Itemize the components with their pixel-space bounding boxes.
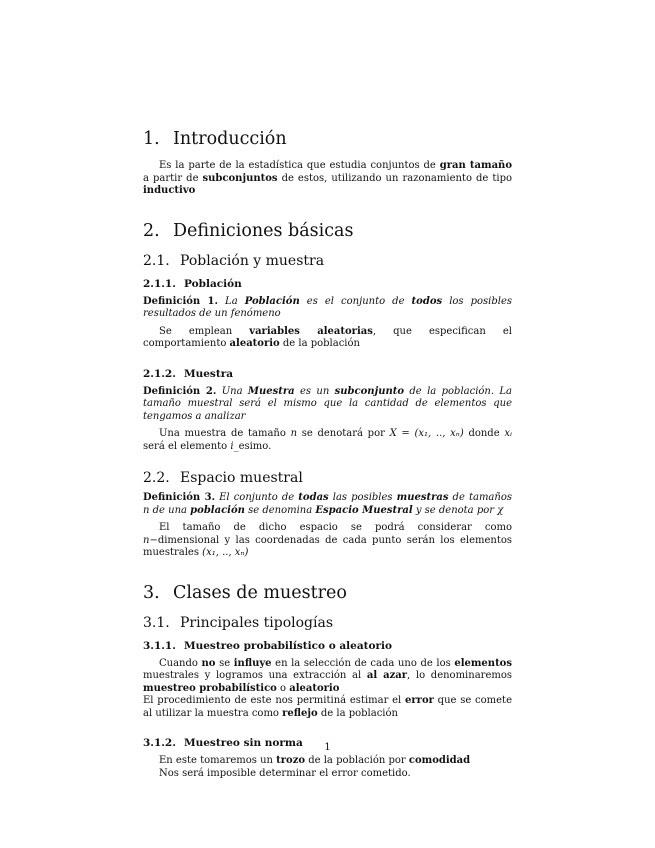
- text-bold: inductivo: [143, 185, 196, 196]
- section-title: Definiciones básicas: [173, 220, 354, 241]
- text: de estos, utilizando un razonamiento de tipo: [277, 172, 512, 184]
- text: Cuando: [159, 657, 202, 669]
- text: de la población por: [305, 755, 409, 766]
- definition-2: [143, 386, 512, 424]
- math-inline: n: [143, 534, 150, 546]
- text-bold: muestreo probabilístico: [143, 682, 277, 694]
- subsubsection-2-1-1-heading: [143, 277, 512, 291]
- text: El conjunto de: [215, 492, 299, 503]
- subsubsection-title: Muestreo probabilístico o aleatorio: [184, 639, 393, 652]
- random-variables-paragraph: [143, 326, 512, 351]
- text-bold: aleatorio: [289, 682, 340, 694]
- text: es un: [294, 385, 335, 397]
- text-bold: población: [190, 504, 245, 516]
- definition-label: Definición 1.: [143, 295, 218, 307]
- text: de la población. La tamaño muestral será el mismo que la cantidad de elementos que tengamos a analizar: [143, 385, 513, 422]
- text: que se comete al utilizar la muestra como: [143, 695, 512, 719]
- text: Una: [216, 385, 248, 397]
- text: donde: [463, 428, 505, 439]
- math-inline: X = (x₁, .., xₙ): [389, 428, 464, 439]
- subsection-2-1-heading: [143, 252, 512, 270]
- text: Una muestra de tamaño: [159, 428, 291, 439]
- definition-label: Definición 2.: [143, 385, 217, 397]
- section-title: Clases de muestreo: [173, 582, 347, 603]
- subsection-number: 2.1.: [143, 252, 170, 269]
- text: será el elemento: [143, 440, 231, 452]
- text-bold: subconjuntos: [202, 172, 278, 184]
- subsection-2-2-heading: [143, 469, 512, 487]
- subsection-title: Población y muestra: [180, 252, 325, 269]
- subsection-number: 3.1.: [143, 614, 170, 631]
- probabilistic-sampling-paragraph: [143, 658, 512, 696]
- content: [143, 128, 512, 780]
- math-inline: χ: [497, 504, 504, 516]
- subsubsection-title: Muestreo sin norma: [184, 737, 303, 749]
- text-bold: error: [405, 695, 434, 706]
- section-number: 3.: [143, 582, 160, 603]
- subsubsection-title: Muestra: [184, 367, 234, 380]
- definition-label: Definición 3.: [143, 492, 216, 503]
- text: , lo denominaremos: [407, 670, 512, 681]
- text-bold: elementos: [454, 657, 512, 669]
- sample-paragraph: [143, 428, 512, 453]
- text: las posibles: [328, 492, 397, 503]
- subsubsection-2-1-2-heading: [143, 367, 512, 381]
- text: o: [276, 682, 290, 694]
- subsection-3-1-heading: [143, 614, 512, 632]
- text-bold: influye: [233, 657, 272, 669]
- math-inline: i: [230, 440, 234, 452]
- text: Es la parte de la estadística que estudia conjuntos de: [159, 160, 440, 171]
- text: los posibles resultados de un fenómeno: [143, 295, 512, 319]
- text: , que especifican el comportamiento: [143, 325, 513, 349]
- subsubsection-3-1-1-heading: [143, 639, 512, 653]
- text: a partir de: [143, 172, 203, 184]
- section-title: Introducción: [173, 129, 287, 149]
- text-bold: al azar: [366, 670, 408, 681]
- text: La: [218, 295, 245, 307]
- text-bold: comodidad: [408, 755, 471, 766]
- text-bold: todas: [298, 492, 329, 503]
- text-bold: Población: [244, 295, 300, 307]
- section-2-heading: [143, 220, 512, 242]
- text: de tamaños: [448, 492, 512, 503]
- text-bold: aleatorio: [229, 338, 280, 349]
- error-note-paragraph: Nos será imposible determinar el error cometido.: [159, 767, 411, 779]
- text: En este tomaremos un: [159, 755, 277, 766]
- text: Se emplean: [159, 325, 250, 337]
- procedure-paragraph: [143, 695, 512, 720]
- page-number: 1: [324, 742, 331, 753]
- text: de la población: [317, 707, 398, 719]
- math-inline: (x₁, .., xₙ): [202, 547, 249, 558]
- text-bold: gran tamaño: [439, 160, 512, 171]
- text: se: [215, 657, 234, 669]
- text: −dimensional y las coordenadas de cada punto serán los elementos muestrales: [143, 534, 512, 558]
- subsubsection-title: Población: [184, 277, 242, 290]
- text: en la selección de cada uno de los: [271, 657, 455, 669]
- non-norm-sampling-paragraph: [143, 755, 512, 768]
- text: es el conjunto de: [299, 295, 412, 307]
- subsection-number: 2.2.: [143, 470, 170, 486]
- subsubsection-number: 3.1.1.: [143, 639, 176, 652]
- section-number: 2.: [143, 220, 160, 241]
- text-bold: todos: [411, 295, 443, 307]
- subsubsection-number: 2.1.1.: [143, 277, 176, 290]
- sample-space-paragraph: [143, 522, 512, 560]
- text-bold: Espacio Muestral: [315, 504, 413, 516]
- text-bold: trozo: [276, 755, 306, 766]
- text-bold: reflejo: [282, 707, 318, 719]
- text: _esimo.: [233, 440, 272, 452]
- subsection-title: Espacio muestral: [180, 470, 303, 486]
- text: muestrales y logramos una extracción al: [143, 670, 367, 681]
- text-bold: Muestra: [247, 385, 295, 397]
- math-inline: n: [143, 504, 150, 516]
- text: de la población: [279, 338, 360, 349]
- definition-1: [143, 296, 512, 321]
- text-bold: subconjunto: [334, 385, 405, 397]
- section-1-heading: [143, 128, 512, 150]
- subsubsection-number: 3.1.2.: [143, 737, 176, 749]
- text: El tamaño de dicho espacio se podrá considerar como: [159, 522, 512, 533]
- text: se denomina: [244, 504, 316, 516]
- text-bold: no: [201, 657, 216, 669]
- subsubsection-number: 2.1.2.: [143, 367, 176, 380]
- text: El procedimiento de este nos permitiná estimar el: [143, 695, 406, 706]
- text: y se denota por: [412, 504, 498, 516]
- subsection-title: Principales tipologías: [180, 614, 334, 631]
- math-inline: n: [290, 428, 298, 439]
- text-bold: variables aleatorias: [249, 325, 373, 337]
- intro-paragraph: [143, 160, 512, 198]
- text: de una: [149, 504, 191, 516]
- math-inline: xᵢ: [504, 428, 512, 439]
- section-3-heading: [143, 582, 512, 604]
- text: se denotará por: [297, 428, 390, 439]
- section-number: 1.: [143, 129, 160, 149]
- text-bold: muestras: [396, 492, 449, 503]
- definition-3: [143, 492, 512, 517]
